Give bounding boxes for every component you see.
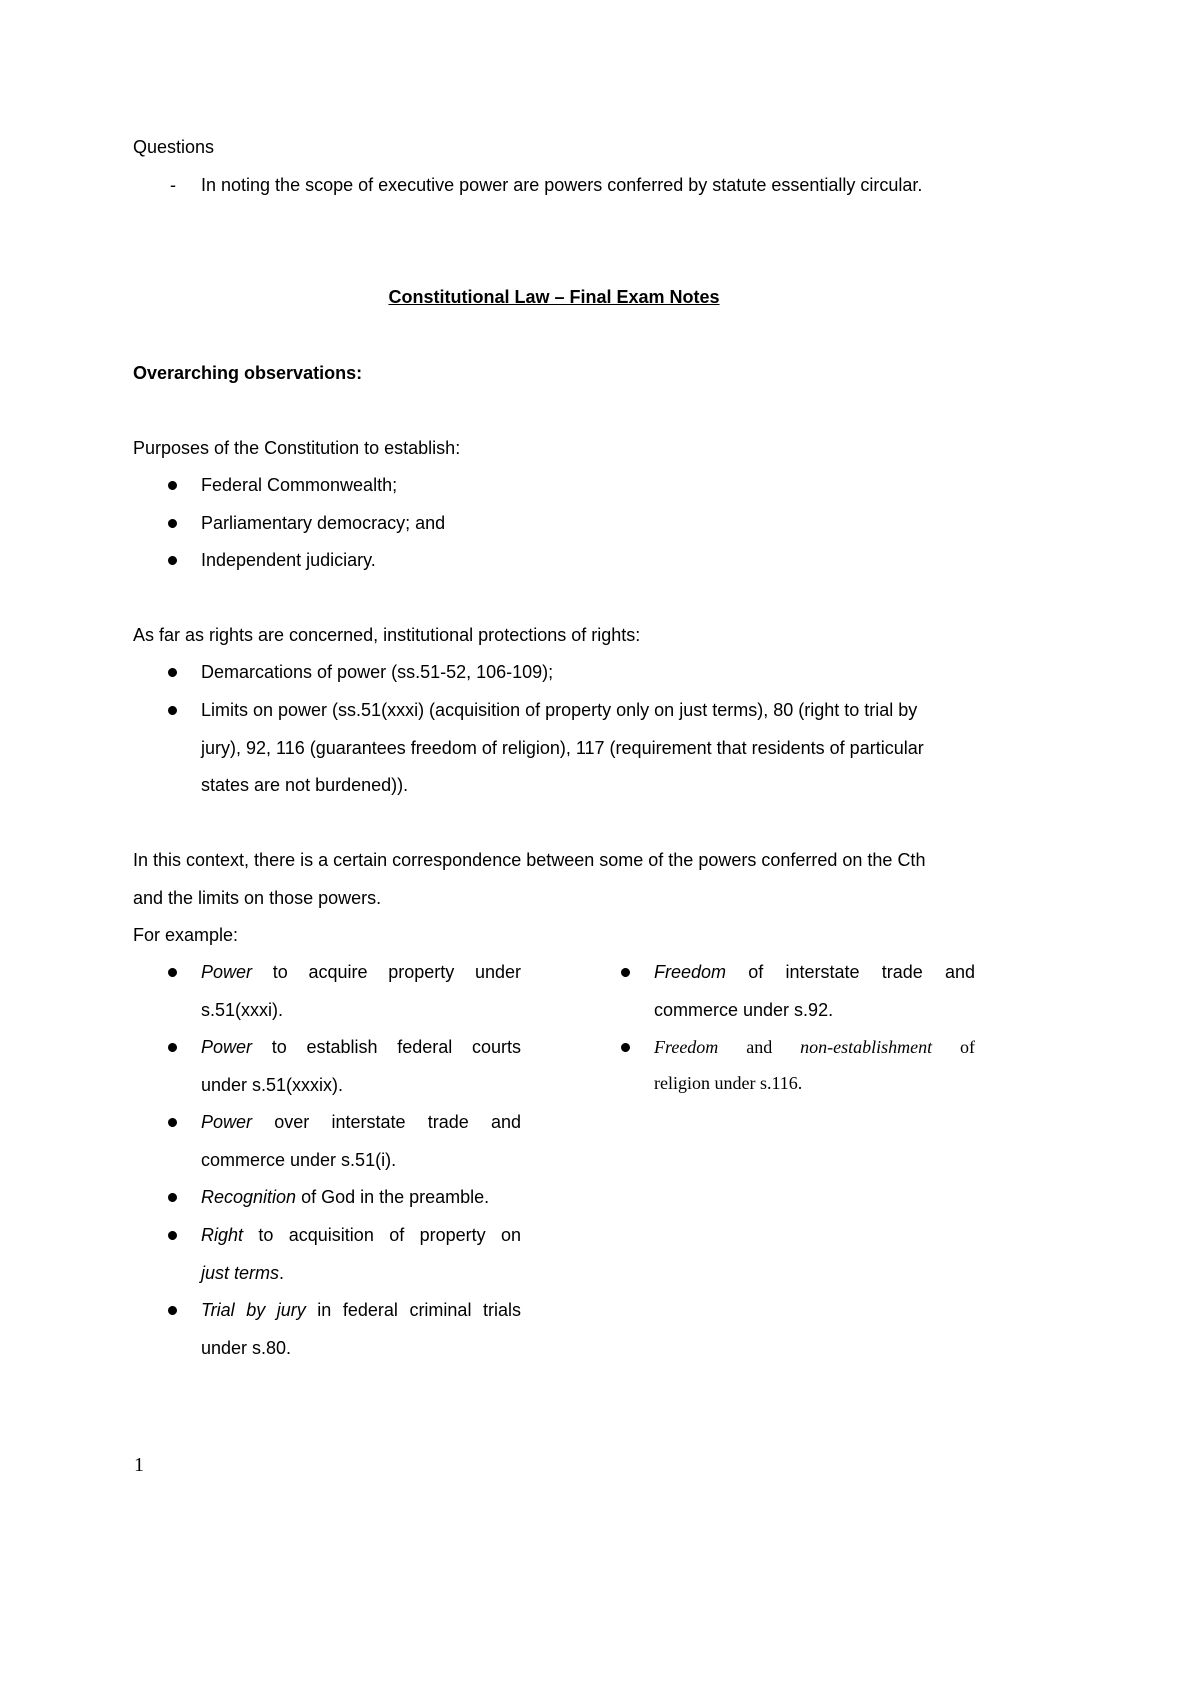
column-item-line: under s.51(xxxix).: [201, 1075, 344, 1095]
list-item-continuation: jury), 92, 116 (guarantees freedom of religion), 117 (requirement that residents of particular: [201, 738, 924, 758]
bullet-icon: [166, 966, 178, 978]
dash-marker: -: [170, 175, 176, 195]
column-item-line: Power to acquire property under: [201, 962, 521, 982]
column-item-line: religion under s.116.: [654, 1073, 803, 1093]
bullet-icon: [166, 1304, 178, 1316]
page-number: 1: [134, 1454, 144, 1476]
bullet-icon: [166, 554, 178, 566]
column-item-line: commerce under s.92.: [654, 1000, 834, 1020]
bullet-icon: [166, 1041, 178, 1053]
column-item-line: Freedom and non-establishment of: [654, 1037, 975, 1057]
column-item-line: Right to acquisition of property on: [201, 1225, 521, 1245]
question-item: In noting the scope of executive power are powers conferred by statute essentially circular.: [201, 175, 923, 195]
column-item-line: just terms.: [201, 1263, 285, 1283]
column-item-line: Power to establish federal courts: [201, 1037, 521, 1057]
bullet-icon: [166, 704, 178, 716]
bullet-icon: [166, 517, 178, 529]
column-item-line: commerce under s.51(i).: [201, 1150, 397, 1170]
column-item-line: Power over interstate trade and: [201, 1112, 521, 1132]
column-item-line: s.51(xxxi).: [201, 1000, 284, 1020]
list-item: Independent judiciary.: [201, 550, 376, 570]
column-item-line: under s.80.: [201, 1338, 292, 1358]
column-item-line: Trial by jury in federal criminal trials: [201, 1300, 521, 1320]
bullet-icon: [166, 479, 178, 491]
bullet-icon: [166, 1116, 178, 1128]
bullet-icon: [166, 1229, 178, 1241]
bullet-icon: [166, 666, 178, 678]
paragraph-line: In this context, there is a certain correspondence between some of the powers conferred on the Cth: [133, 850, 926, 870]
questions-heading: Questions: [133, 137, 215, 157]
column-item-line: Recognition of God in the preamble.: [201, 1187, 490, 1207]
list-item: Parliamentary democracy; and: [201, 513, 446, 533]
rights-intro: As far as rights are concerned, institutional protections of rights:: [133, 625, 641, 645]
bullet-icon: [166, 1191, 178, 1203]
bullet-icon: [619, 966, 631, 978]
list-item: Demarcations of power (ss.51-52, 106-109);: [201, 662, 554, 682]
bullet-icon: [619, 1041, 631, 1053]
list-item: Federal Commonwealth;: [201, 475, 398, 495]
page-title: Constitutional Law – Final Exam Notes: [388, 287, 720, 307]
list-item: Limits on power (ss.51(xxxi) (acquisition of property only on just terms), 80 (right to trial by: [201, 700, 918, 720]
list-item-continuation: states are not burdened)).: [201, 775, 409, 795]
example-intro: For example:: [133, 925, 239, 945]
column-item-line: Freedom of interstate trade and: [654, 962, 975, 982]
paragraph-line: and the limits on those powers.: [133, 888, 382, 908]
purposes-intro: Purposes of the Constitution to establish:: [133, 438, 461, 458]
section-heading: Overarching observations:: [133, 363, 363, 383]
